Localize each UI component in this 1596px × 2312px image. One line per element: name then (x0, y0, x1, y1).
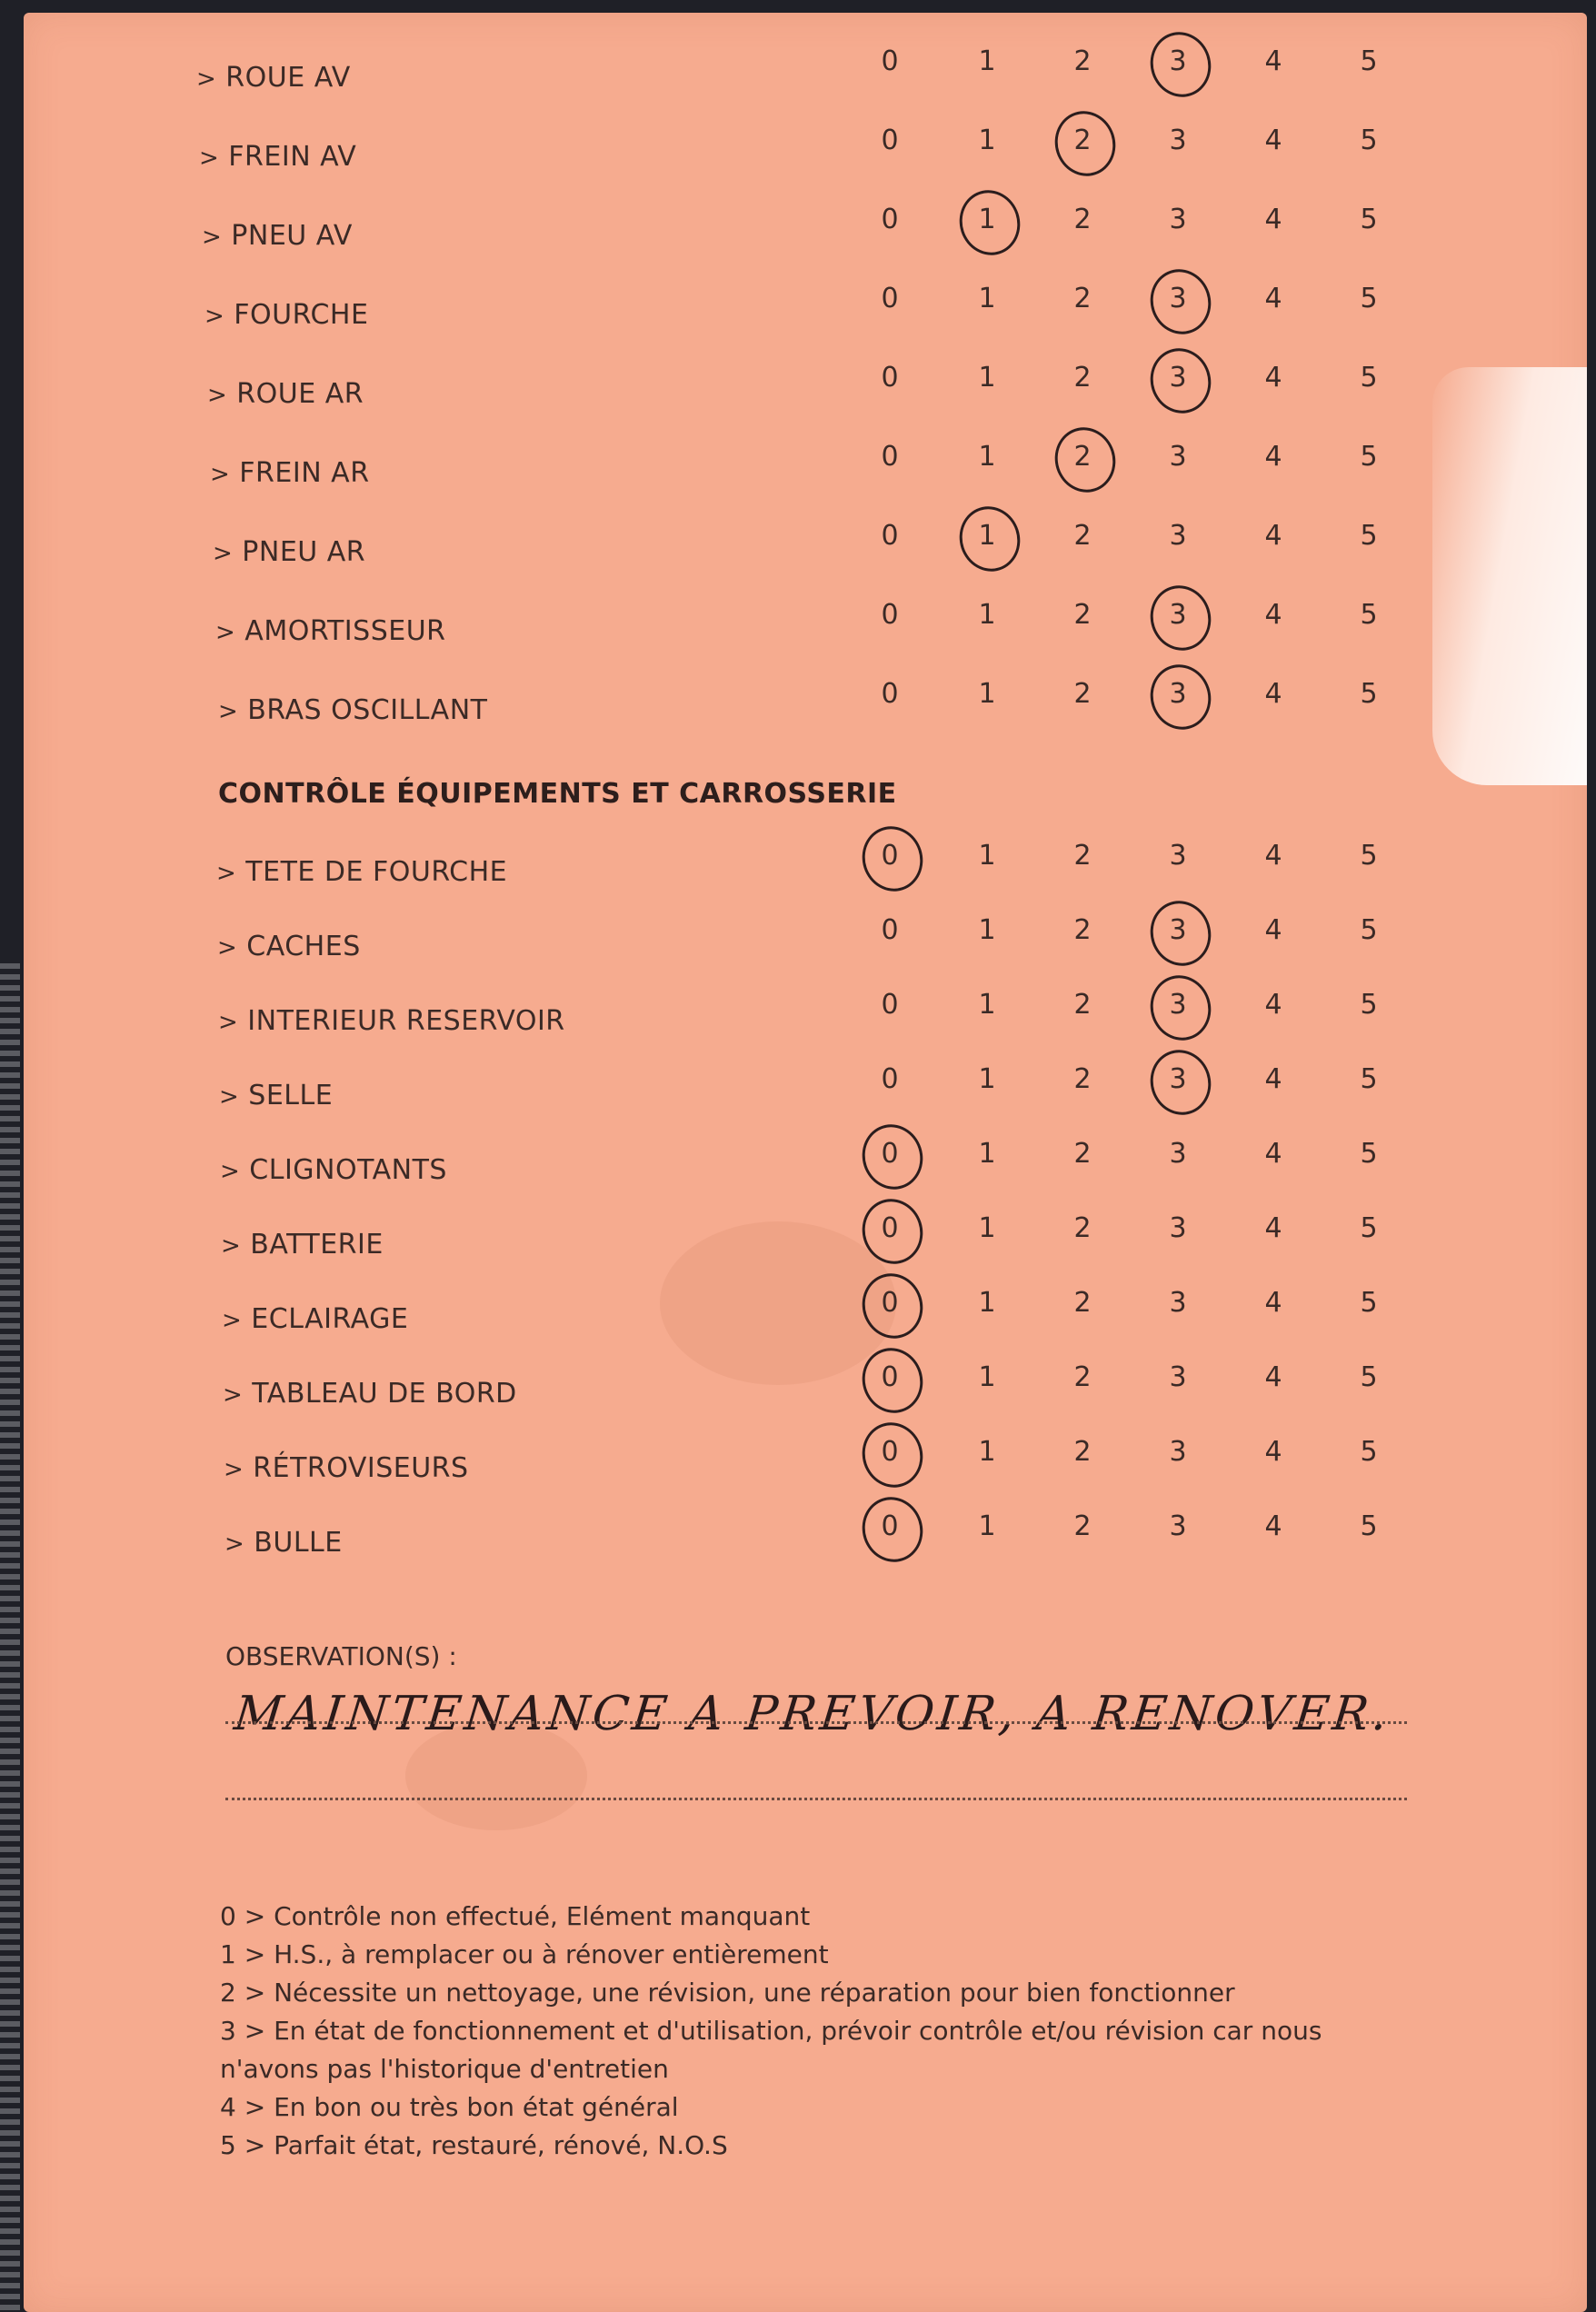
score-option[interactable]: 5 (1360, 678, 1378, 710)
item-label-text: ROUE AR (236, 378, 364, 410)
item-label-text: ECLAIRAGE (251, 1303, 409, 1335)
score-option[interactable]: 2 (1073, 520, 1092, 552)
score-option[interactable]: 5 (1360, 45, 1378, 77)
chevron-right-icon: > (215, 619, 236, 646)
checklist-row (24, 595, 1587, 650)
chevron-right-icon: > (216, 860, 237, 887)
score-option[interactable]: 1 (978, 1212, 996, 1244)
score-option[interactable]: 1 (978, 362, 996, 394)
score-option[interactable]: 5 (1360, 204, 1378, 235)
chevron-right-icon: > (223, 1381, 244, 1409)
score-option[interactable]: 1 (978, 283, 996, 314)
score-option[interactable]: 0 (881, 989, 899, 1021)
score-option[interactable]: 3 (1169, 441, 1187, 473)
observation-line-1 (225, 1721, 1407, 1724)
score-option[interactable]: 1 (978, 1287, 996, 1319)
item-label (216, 856, 507, 888)
item-label (218, 694, 487, 726)
score-option[interactable]: 2 (1073, 989, 1092, 1021)
item-label-text: PNEU AR (242, 536, 366, 568)
score-option[interactable]: 5 (1360, 1138, 1378, 1170)
item-label (207, 378, 364, 410)
checklist-row (24, 358, 1587, 413)
score-option[interactable]: 0 (881, 678, 899, 710)
score-option[interactable]: 1 (978, 1436, 996, 1468)
score-option[interactable]: 2 (1073, 1361, 1092, 1393)
score-option[interactable]: 5 (1360, 599, 1378, 631)
score-option[interactable]: 4 (1264, 441, 1282, 473)
chevron-right-icon: > (217, 934, 238, 962)
score-option[interactable]: 4 (1264, 1138, 1282, 1170)
score-option[interactable]: 4 (1264, 362, 1282, 394)
item-label (218, 1005, 565, 1037)
checklist-row (24, 1283, 1587, 1338)
score-option[interactable]: 1 (978, 125, 996, 156)
item-label-text: FREIN AR (239, 457, 370, 489)
legend-line: n'avons pas l'historique d'entretien (220, 2054, 669, 2084)
score-option[interactable]: 4 (1264, 1361, 1282, 1393)
score-option[interactable]: 1 (978, 45, 996, 77)
checklist-row (24, 836, 1587, 891)
score-option-selected[interactable]: 3 (1155, 45, 1201, 77)
item-label-text: CACHES (246, 931, 361, 962)
score-option[interactable]: 3 (1169, 520, 1187, 552)
score-option-selected[interactable]: 0 (867, 1287, 913, 1319)
item-label (217, 931, 361, 962)
score-option[interactable]: 0 (881, 520, 899, 552)
legend-line: 1 > H.S., à remplacer ou à rénover entièrement (220, 1939, 829, 1969)
score-option[interactable]: 5 (1360, 1361, 1378, 1393)
chevron-right-icon: > (224, 1456, 244, 1483)
score-option[interactable]: 4 (1264, 914, 1282, 946)
item-label (223, 1378, 517, 1410)
section-title: CONTRÔLE ÉQUIPEMENTS ET CARROSSERIE (218, 778, 897, 810)
score-option[interactable]: 2 (1073, 283, 1092, 314)
score-option[interactable]: 2 (1073, 599, 1092, 631)
item-label (204, 299, 368, 331)
score-option[interactable]: 4 (1264, 520, 1282, 552)
score-option[interactable]: 1 (978, 678, 996, 710)
score-option[interactable]: 1 (978, 840, 996, 872)
item-label (221, 1229, 384, 1261)
score-option[interactable]: 5 (1360, 840, 1378, 872)
checklist-row (24, 516, 1587, 571)
score-option-selected[interactable]: 3 (1155, 989, 1201, 1021)
score-option[interactable]: 2 (1073, 1212, 1092, 1244)
item-label-text: AMORTISSEUR (244, 615, 446, 647)
score-option[interactable]: 0 (881, 599, 899, 631)
score-option[interactable]: 2 (1073, 45, 1092, 77)
chevron-right-icon: > (224, 1530, 245, 1558)
checklist-row (24, 1209, 1587, 1263)
score-option-selected[interactable]: 0 (867, 840, 913, 872)
checklist-row (24, 437, 1587, 492)
checklist-row (24, 674, 1587, 729)
zipper-edge (0, 963, 20, 2312)
chevron-right-icon: > (210, 461, 231, 488)
score-option-selected[interactable]: 3 (1155, 678, 1201, 710)
score-option[interactable]: 4 (1264, 1212, 1282, 1244)
score-option[interactable]: 5 (1360, 441, 1378, 473)
score-option[interactable]: 3 (1169, 204, 1187, 235)
score-option[interactable]: 2 (1073, 204, 1092, 235)
score-option[interactable]: 3 (1169, 1361, 1187, 1393)
observation-line-2 (225, 1798, 1407, 1800)
observations-label: OBSERVATION(S) : (225, 1641, 457, 1671)
score-option[interactable]: 5 (1360, 989, 1378, 1021)
item-label-text: INTERIEUR RESERVOIR (247, 1005, 565, 1037)
checklist-row (24, 1507, 1587, 1561)
item-label-text: SELLE (248, 1080, 334, 1111)
score-option[interactable]: 4 (1264, 840, 1282, 872)
score-option[interactable]: 1 (978, 1138, 996, 1170)
checklist-row (24, 200, 1587, 254)
score-option-selected[interactable]: 0 (867, 1361, 913, 1393)
item-label-text: BRAS OSCILLANT (247, 694, 488, 726)
score-option[interactable]: 4 (1264, 204, 1282, 235)
score-option-selected[interactable]: 2 (1060, 125, 1105, 156)
item-label (202, 220, 353, 252)
score-option[interactable]: 3 (1169, 1138, 1187, 1170)
score-option-selected[interactable]: 0 (867, 1510, 913, 1542)
chevron-right-icon: > (221, 1232, 242, 1260)
score-option[interactable]: 2 (1073, 1287, 1092, 1319)
score-option[interactable]: 4 (1264, 1063, 1282, 1095)
score-option[interactable]: 5 (1360, 1212, 1378, 1244)
score-option[interactable]: 4 (1264, 283, 1282, 314)
score-option[interactable]: 0 (881, 1063, 899, 1095)
score-option[interactable]: 2 (1073, 1436, 1092, 1468)
score-option[interactable]: 4 (1264, 1510, 1282, 1542)
item-label (222, 1303, 408, 1335)
score-option[interactable]: 4 (1264, 989, 1282, 1021)
score-option[interactable]: 5 (1360, 1287, 1378, 1319)
score-option[interactable]: 0 (881, 914, 899, 946)
score-option[interactable]: 4 (1264, 1287, 1282, 1319)
chevron-right-icon: > (207, 382, 228, 409)
score-option[interactable]: 0 (881, 283, 899, 314)
chevron-right-icon: > (218, 1009, 239, 1036)
score-option[interactable]: 2 (1073, 1510, 1092, 1542)
checklist-row (24, 1060, 1587, 1114)
item-label (199, 141, 356, 173)
item-label-text: TABLEAU DE BORD (252, 1378, 517, 1410)
score-option[interactable]: 1 (978, 441, 996, 473)
score-option-selected[interactable]: 3 (1155, 362, 1201, 394)
inspection-sheet (24, 13, 1587, 2312)
score-option[interactable]: 5 (1360, 520, 1378, 552)
item-label-text: ROUE AV (225, 62, 351, 94)
score-option[interactable]: 1 (978, 1510, 996, 1542)
score-option[interactable]: 1 (978, 1063, 996, 1095)
chevron-right-icon: > (204, 303, 225, 330)
checklist-row (24, 911, 1587, 965)
rating-legend (220, 1898, 1322, 2165)
score-option[interactable]: 2 (1073, 678, 1092, 710)
score-option[interactable]: 2 (1073, 1063, 1092, 1095)
score-option[interactable]: 4 (1264, 599, 1282, 631)
score-option-selected[interactable]: 3 (1155, 1063, 1201, 1095)
score-option-selected[interactable]: 0 (867, 1436, 913, 1468)
item-label-text: BULLE (254, 1527, 343, 1559)
item-label (224, 1452, 469, 1484)
score-option[interactable]: 4 (1264, 1436, 1282, 1468)
score-option[interactable]: 0 (881, 204, 899, 235)
checklist-row (24, 279, 1587, 334)
score-option-selected[interactable]: 1 (964, 204, 1010, 235)
score-option[interactable]: 0 (881, 45, 899, 77)
score-option[interactable]: 3 (1169, 1287, 1187, 1319)
checklist-row (24, 1358, 1587, 1412)
score-option[interactable]: 5 (1360, 283, 1378, 314)
score-option-selected[interactable]: 2 (1060, 441, 1105, 473)
chevron-right-icon: > (218, 698, 239, 725)
item-label-text: TETE DE FOURCHE (245, 856, 508, 888)
score-option[interactable]: 4 (1264, 678, 1282, 710)
score-option[interactable]: 0 (881, 441, 899, 473)
score-option[interactable]: 5 (1360, 914, 1378, 946)
legend-line: 4 > En bon ou très bon état général (220, 2092, 679, 2122)
chevron-right-icon: > (202, 224, 223, 251)
chevron-right-icon: > (220, 1158, 241, 1185)
item-label (210, 457, 370, 489)
legend-line: 5 > Parfait état, restauré, rénové, N.O.S (220, 2130, 728, 2160)
score-option[interactable]: 2 (1073, 1138, 1092, 1170)
chevron-right-icon: > (199, 144, 220, 172)
item-label-text: FOURCHE (234, 299, 369, 331)
score-option[interactable]: 1 (978, 914, 996, 946)
item-label (196, 62, 351, 94)
score-option[interactable]: 1 (978, 989, 996, 1021)
score-option[interactable]: 0 (881, 362, 899, 394)
score-option[interactable]: 3 (1169, 125, 1187, 156)
item-label-text: RÉTROVISEURS (253, 1452, 469, 1484)
score-option[interactable]: 3 (1169, 1510, 1187, 1542)
score-option[interactable]: 2 (1073, 914, 1092, 946)
observations-handwritten-note: MAINTENANCE A PREVOIR, A RENOVER. (231, 1687, 1394, 1741)
item-label-text: BATTERIE (250, 1229, 384, 1261)
score-option-selected[interactable]: 3 (1155, 283, 1201, 314)
score-option[interactable]: 5 (1360, 1510, 1378, 1542)
score-option-selected[interactable]: 0 (867, 1212, 913, 1244)
item-label (220, 1154, 447, 1186)
item-label (215, 615, 446, 647)
score-option[interactable]: 1 (978, 1361, 996, 1393)
score-option-selected[interactable]: 3 (1155, 599, 1201, 631)
checklist-row (24, 121, 1587, 175)
checklist-row (24, 42, 1587, 96)
score-option[interactable]: 5 (1360, 1063, 1378, 1095)
score-option[interactable]: 5 (1360, 125, 1378, 156)
checklist-row (24, 1432, 1587, 1487)
item-label-text: PNEU AV (231, 220, 353, 252)
score-option[interactable]: 0 (881, 125, 899, 156)
score-option[interactable]: 2 (1073, 840, 1092, 872)
score-option-selected[interactable]: 3 (1155, 914, 1201, 946)
item-label-text: FREIN AV (228, 141, 357, 173)
legend-line: 0 > Contrôle non effectué, Elément manquant (220, 1901, 811, 1931)
chevron-right-icon: > (222, 1307, 243, 1334)
score-option[interactable]: 5 (1360, 1436, 1378, 1468)
item-label-text: CLIGNOTANTS (249, 1154, 447, 1186)
score-option[interactable]: 1 (978, 599, 996, 631)
chevron-right-icon: > (213, 540, 234, 567)
legend-line: 3 > En état de fonctionnement et d'utilisation, prévoir contrôle et/ou révision car nous (220, 2016, 1322, 2046)
legend-line: 2 > Nécessite un nettoyage, une révision, une réparation pour bien fonctionner (220, 1978, 1235, 2008)
score-option[interactable]: 3 (1169, 1436, 1187, 1468)
checklist-row (24, 1134, 1587, 1189)
score-option[interactable]: 5 (1360, 362, 1378, 394)
score-option[interactable]: 2 (1073, 362, 1092, 394)
score-option[interactable]: 4 (1264, 125, 1282, 156)
chevron-right-icon: > (219, 1083, 240, 1111)
score-option-selected[interactable]: 0 (867, 1138, 913, 1170)
item-label (219, 1080, 333, 1111)
chevron-right-icon: > (196, 65, 217, 93)
item-label (224, 1527, 343, 1559)
score-option[interactable]: 4 (1264, 45, 1282, 77)
item-label (213, 536, 365, 568)
score-option-selected[interactable]: 1 (964, 520, 1010, 552)
checklist-row (24, 985, 1587, 1040)
score-option[interactable]: 3 (1169, 840, 1187, 872)
score-option[interactable]: 3 (1169, 1212, 1187, 1244)
